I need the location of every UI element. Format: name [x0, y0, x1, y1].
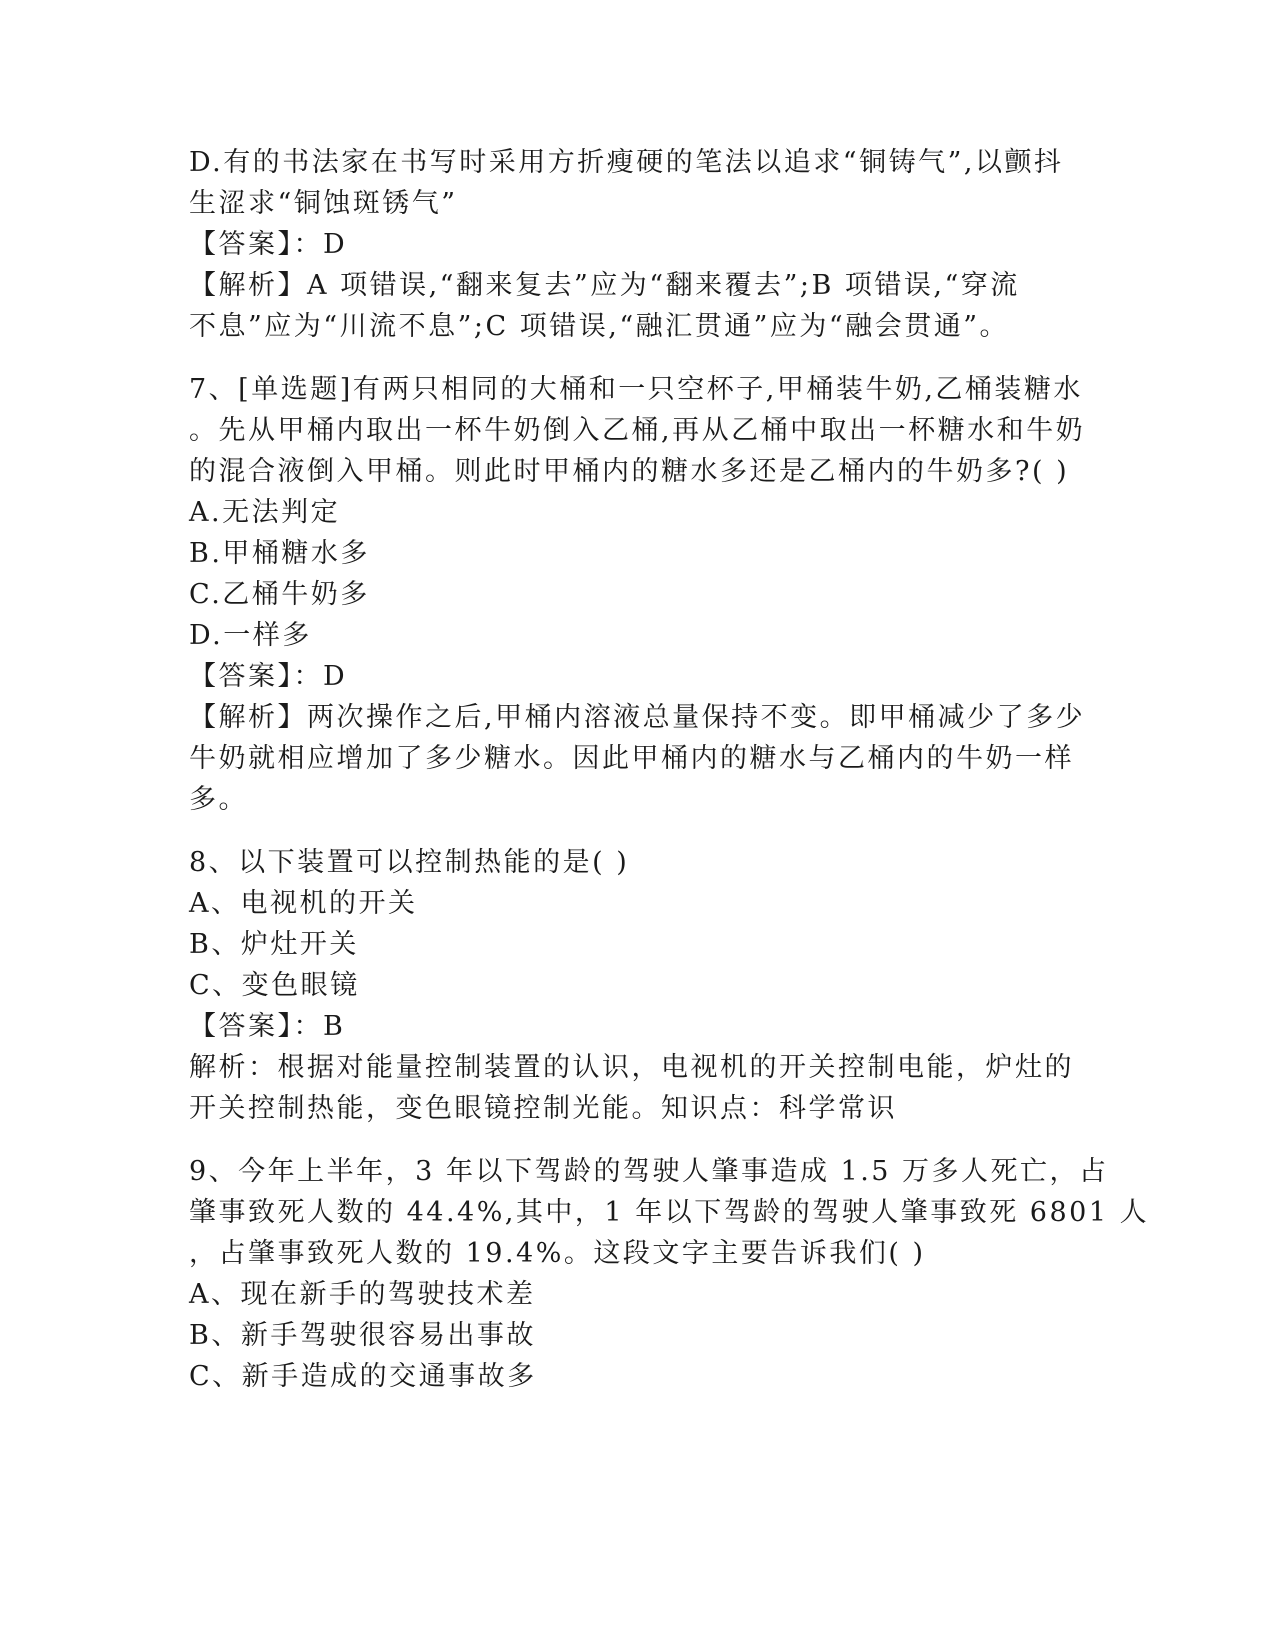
question-7-option-b: B.甲桶糖水多 — [189, 538, 370, 569]
answer-label: 【答案】：D — [189, 229, 348, 260]
question-8-line-1: 8、以下装置可以控制热能的是( ) — [189, 847, 630, 878]
question-7-line-1: 7、[单选题]有两只相同的大桶和一只空杯子,甲桶装牛奶,乙桶装糖水 — [189, 374, 1083, 405]
question-9-line-3: ，占肇事致死人数的 19.4%。这段文字主要告诉我们( ) — [189, 1238, 926, 1269]
explanation-line-1: 【解析】A 项错误,“翻来复去”应为“翻来覆去”;B 项错误,“穿流 — [189, 270, 1020, 301]
explanation-line-2: 牛奶就相应增加了多少糖水。因此甲桶内的糖水与乙桶内的牛奶一样 — [189, 743, 1074, 774]
question-9-option-a: A、现在新手的驾驶技术差 — [189, 1279, 536, 1310]
question-7-option-c: C.乙桶牛奶多 — [189, 579, 370, 610]
question-7-line-3: 的混合液倒入甲桶。则此时甲桶内的糖水多还是乙桶内的牛奶多?( ) — [189, 456, 1070, 487]
answer-label: 【答案】：D — [189, 661, 348, 692]
question-8-option-a: A、电视机的开关 — [189, 888, 418, 919]
question-7-line-2: 。先从甲桶内取出一杯牛奶倒入乙桶,再从乙桶中取出一杯糖水和牛奶 — [189, 415, 1086, 446]
question-8-option-c: C、变色眼镜 — [189, 970, 360, 1001]
question-7-option-a: A.无法判定 — [189, 497, 341, 528]
question-9-option-b: B、新手驾驶很容易出事故 — [189, 1320, 536, 1351]
question-8-option-b: B、炉灶开关 — [189, 929, 359, 960]
explanation-line-1: 解析：根据对能量控制装置的认识，电视机的开关控制电能，炉灶的 — [189, 1052, 1074, 1083]
question-9-line-1: 9、今年上半年，3 年以下驾龄的驾驶人肇事造成 1.5 万多人死亡，占 — [189, 1156, 1109, 1187]
explanation-line-1: 【解析】两次操作之后,甲桶内溶液总量保持不变。即甲桶减少了多少 — [189, 702, 1086, 733]
explanation-line-2: 不息”应为“川流不息”;C 项错误,“融汇贯通”应为“融会贯通”。 — [189, 311, 1010, 342]
question-9-line-2: 肇事致死人数的 44.4%,其中，1 年以下驾龄的驾驶人肇事致死 6801 人 — [189, 1197, 1150, 1228]
answer-label: 【答案】：B — [189, 1011, 346, 1042]
option-d-line-1: D.有的书法家在书写时采用方折瘦硬的笔法以追求“铜铸气”,以颤抖 — [189, 147, 1064, 178]
explanation-line-2: 开关控制热能，变色眼镜控制光能。知识点：科学常识 — [189, 1093, 897, 1124]
question-7-option-d: D.一样多 — [189, 620, 312, 651]
option-d-line-2: 生涩求“铜蚀斑锈气” — [189, 188, 458, 219]
question-9-option-c: C、新手造成的交通事故多 — [189, 1361, 537, 1392]
explanation-line-3: 多。 — [189, 784, 248, 815]
